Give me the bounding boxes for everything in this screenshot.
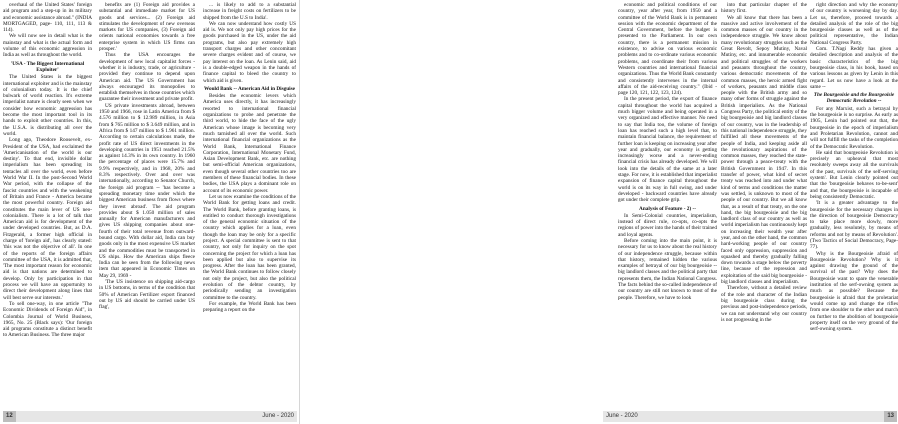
right-page-column-2: [721, 2, 807, 408]
paragraph: For any Marxist, such a betrayal by the bourgeoisie is no surprise. As early as 1905, Lenin had pointed out that, the bourgeoisie in the epoch of imperialism and Proletarian Revolution, cannot and will not fulfill the tasks of the completion of the Democratic Revolution.: [810, 105, 898, 150]
paragraph: In the present period, the export of finance capital throughout the world has acquired a much bigger volume and being operated in a very organized and effective manner. No need to say that India too, the volume of foreign loan has reached such a high level that, to maintain financial balance, the requirement of further loan is keeping on increasing year after year and gradually, our economy is getting increasingly worse and a never-ending financial crisis has already developed. We will look into the details of the same at a later stage. For now, it is established that imperialist expansion of finance capital throughout the world is on its way in full swing, and under developed - backward countries have already got under their complete grip.: [618, 96, 717, 204]
footer-date-right: June - 2020: [606, 413, 638, 419]
paragraph: We all know that there has been a massive and active involvement of the common masses of our country in the independence struggle. We know about many revolutionary struggles such as the Great Revolt, Sepoy Mutiny, Naval Mutiny, etc. and innumerable economic and political struggles of the workers and peasants throughout the country, various democratic movements of the common masses, the heroic armed fight of workers, peasants and middle class people with the British army and so many other forms of struggle against the British imperialists. As the National Congress Party, the political entity of the big bourgeoisie and big landlord classes of our country, was in the leadership of this national independence struggle, they fulfilled all these movements of the people of India, and keeping aside all the revolutionary aspirations of the common masses, they reached the state-power through a peace-treaty with the British Government in 1947. In this transfer of power, what kind of secret treaty was reached into and under what kind of terms and conditions the matter was settled, is unknown to most of the people of our country. But we all know that, as a result of that treaty, on the one hand, the big bourgeoisie and the big landlord class of our country as well as world imperialism has continuously kept on increasing their wealth year after year, and on the other hand, the common hard-working people of our country faced only oppression, suppression and squashed and thereby gradually falling down towards a stage below the poverty line, because of the repression and exploitation of the said big bourgeoisie - big landlord classes and imperialism.: [721, 14, 807, 286]
left-page-column-3: [203, 2, 296, 408]
left-page-column-2: [99, 2, 195, 408]
section-heading: 'USA - The Biggest International Exploiter': [10, 60, 85, 73]
paragraph: Thus the USA encourages the development of new local capitalist forces - whether it is industry, trade, or agriculture - provided they continue to depend upon American aid. The US Government has always encouraged its monopolies to establish themselves in those countries which guarantee their investment and private profit.: [99, 52, 195, 103]
page-number-left: 12: [3, 411, 16, 422]
paragraph: Besides the economic levers which America uses directly, it has increasingly resorted to international financial organizations to probe and penetrate the third world, to hide the face of the ugly American whose image is becoming very much tarnished all over the world. Such international financial organizations as the World Bank, International Finance Corporation, International Monetary Fund, Asian Development Bank, etc. are nothing but semi-official American organizations, even though several other countries too are members of these financial bodies. In these bodies, the USA plays a dominant role on account of its economic power.: [203, 93, 296, 194]
paragraph: He said that bourgeoisie Revolution is precisely an upheaval that most resolutely sweeps away all the survivals of the past, survivals of the self-serving system'. But Lenin clearly pointed out that the 'bourgeoisie behaves to-be-sent' and that, the bourgeoisie is incapable of being consistently Democratic.: [810, 149, 898, 200]
paragraph: 'The US insistence on shipping aid-cargo in US bottoms, in terms of the condition that 50% of American Fertilizer export financed out by US aid should be carried under US flag',: [99, 279, 195, 311]
paragraph: Long ago, Theodore Roosevelt, ex-President of the USA, had exclaimed the 'Americanisation of the world is our destiny'. To that end, invisible dollar imperialism has been spreading its tentacles all over the world, even before World War II. In the post-Second World War period, with the collapse of the fascist countries and with the weakening of Britain and France - America became the most powerful country. Foreign aid constitutes the main lever of US neo-colonialism. There is a lot of talk that American aid is for development of the under developed countries. But, as D.A. Fitzgerald, a former high official in charge of 'foreign aid', has clearly stated: 'this was not the objective of all'. In one of the reports of the foreign affairs committee of the USA, it is admitted that, 'The most important reason for economic aid is that nations are determined to develop. Only by participation in that process we will have an opportunity to direct their development along lines that will best serve our interests.': [3, 137, 92, 301]
right-page: [300, 0, 898, 424]
paragraph: Therefore, without a detailed review of the role and character of the Indian big bourgeoisie class during the previous and post-independence periods, we can not understand why our country is not progressing in the: [721, 285, 807, 323]
paragraph: into that particular chapter of the history first.: [721, 2, 807, 15]
paragraph: The United States is the biggest international exploiter and is the mainstay of colonialism today. It is the chief bulwark of world reaction. It's extreme imperialist nature is clearly seen when we consider how economic aggression has become the most important tool in its hands to exploit other countries. In this, the U.S.A. is distributing all over the world.: [3, 74, 92, 137]
paragraph: economic and political conditions of our country, year after year, from 1950 and a committee of the World Bank is in permanent session with the economic department of the Central Government, before the budget is presented to the Parliament. In our own country, there is a permanent mission in existence, to advise on various economic problems and to co-ordinate various economic problems, and coordinate their from various Western countries and international financial organizations. Thus the World Bank constantly and consistently intervenes in the internal affairs of the aid-receiving country." (Ibid - page 120, 121, 122, 123, 124).: [618, 2, 717, 97]
footer-date-left: June - 2020: [262, 413, 294, 419]
right-page-column-3: [810, 2, 898, 408]
right-page-footer: [603, 411, 897, 422]
section-heading: The Bourgeoisie and the Bourgeoisie Democratic Revolution --: [813, 92, 895, 105]
paragraph: Why is the Bourgeoisie afraid of Bourgeoisie Revolution? Why is it against drawing the ground of the survival of the past? Why does the Bourgeoisie want to spare the venerable institution of the serf-owning system as much as possible? Because the bourgeoisie is afraid that the proletariat would come up and change the rifles from one shoulder to the other and march on further to the abolition of bourgeoisie property itself on the very ground of the serf-owning system.: [810, 250, 898, 333]
left-page-footer: [3, 411, 297, 422]
paragraph: right direction and why the economy of our country is worsening day by day. Let us, therefore, proceed towards a detailed analysis of the role of the big bourgeoisie classes as well as of the political representative, the Indian National Congress Party.: [810, 2, 898, 46]
paragraph: To sell one-way, in one article "The Economic Dividends of Foreign Aid", in Colombia Journal of World Business, 1965, No. 25 (Black says): 'Our foreign aid programs constitute a distinct benefit to American Business. The three major: [3, 300, 92, 339]
paragraph: US private investments abroad, between 1950 and 1966, rose in Latin America from $ 4.576 million to $ 12.989 million, in Asia from $ 765 million to $ 3.649 million, and in Africa from $ 147 million to $ 1.961 million. According to certain calculations made, the profit rate of US direct investments in the developing countries in 1951 reached 21.5% as against 14.3% in its own country. In 1960 the percentage of places were 15.7% and 9.9% respectively, and in 1968, 20% and 8.3% respectively. Over and over was internationally, according to Senator Church, the foreign aid program -- 'has become a spreading monetary time under which the biggest American business from flows where they invest abroad'. The aid program provides about $ 1.050 million of sales annually for American manufacturers and gives US shipping companies about one-fourth of their total revenue from outward-bound cargo. With dollar aid, India can buy goods only in the most expensive US market and the commodities must be transported in US ships. How the American ships fleece India can be seen from the following news item that appeared in Economic Times on May 29, 1969 -: [99, 102, 195, 279]
paragraph: For example, the World Bank has been preparing a report on the: [203, 300, 296, 314]
paragraph: Com. T.Nagi Reddy has given a detailed description and analysis of the basic characteristics of the big bourgeoisie class, in his book, based on various lessons as given by Lenin in this regard. Let us now have a look at the same --: [810, 46, 898, 90]
paragraph: We can now understand how costly US aid is. We not only pay high prices for the goods purchased in the US, under the aid programs, but also pay extremely high transport charges and other concomitant severe charges evident and of course, we pay interest on the loan. As Lenin said, aid is a double-edged weapon in the hands of finance capital to bleed the country to which aid is given.: [203, 20, 296, 84]
paragraph: Before coming into the main point, it is necessary for us to know about the real history of our independence struggle, because within that history, remained hidden the various examples of betrayal of our big bourgeoisie -- big landlord classes and the political party that represents them, the Indian National Congress. The facts behind the so-called independence of our country are still not known to most of the people. Therefore, we have to look: [618, 237, 717, 301]
paragraph: In Semi-Colonial countries, imperialism, instead of direct rule, co-opts, co-opts the regions of power into the hands of their trained and loyal agents.: [618, 212, 717, 238]
section-heading: Analysis of Feature - 2) --: [639, 205, 696, 212]
paragraph: overhaul of the United States' foreign aid program and a step-up in its military and economic assistance abroad." (INDIA MORTGAGED, page- 110, 111, 113 & 114).: [3, 2, 92, 34]
section-heading: Would Bank -- American Aid in Disguise: [203, 85, 296, 92]
left-page: [0, 0, 300, 424]
page-number-right: 13: [884, 411, 897, 422]
paragraph: benefits are (1) Foreign aid provides a substantial and immediate market for US goods and services... (2) Foreign aid stimulates the development of new overseas markets for US companies, (3) Foreign aid orients national economies towards a free enterprise system in which US firms can prosper.': [99, 2, 195, 53]
paragraph: ... is likely to add to a substantial increase in freight costs on fertilizers to be shipped from the U.S to India'.: [203, 2, 296, 21]
left-page-column-1: [3, 2, 92, 408]
paragraph: We will now see in detail what is the mainstay and what is the actual form and volume of this economic aggression in India as well as throughout the world.: [3, 33, 92, 59]
paragraph: 'It is a greater advantage to the bourgeoisie for the necessary changes in the direction of bourgeoisie Democracy to take place more slowly, more gradually, less resolutely, by means of reforms and not by means of Revolution'. (Two Tactics of Social Democracy, Page- 77).: [810, 200, 898, 251]
right-page-column-1: [618, 2, 717, 408]
paragraph: Let us now examine the conditions of the World Bank for getting loans and credit. The World Bank, before granting loans, is entitled to conduct thorough investigations of the general economic situation of the country which applies for a loan, even though the loan may be only for a specific project. A special committee is sent to that country, not only for inquiry on the spot concerning the project for which a loan has been applied but also to supervise its progress. After the loan has been granted, the World Bank continues to follow closely not only the project, but also the political evolution of the debtor country, by periodically sending an investigation committee to the country.: [203, 193, 296, 301]
